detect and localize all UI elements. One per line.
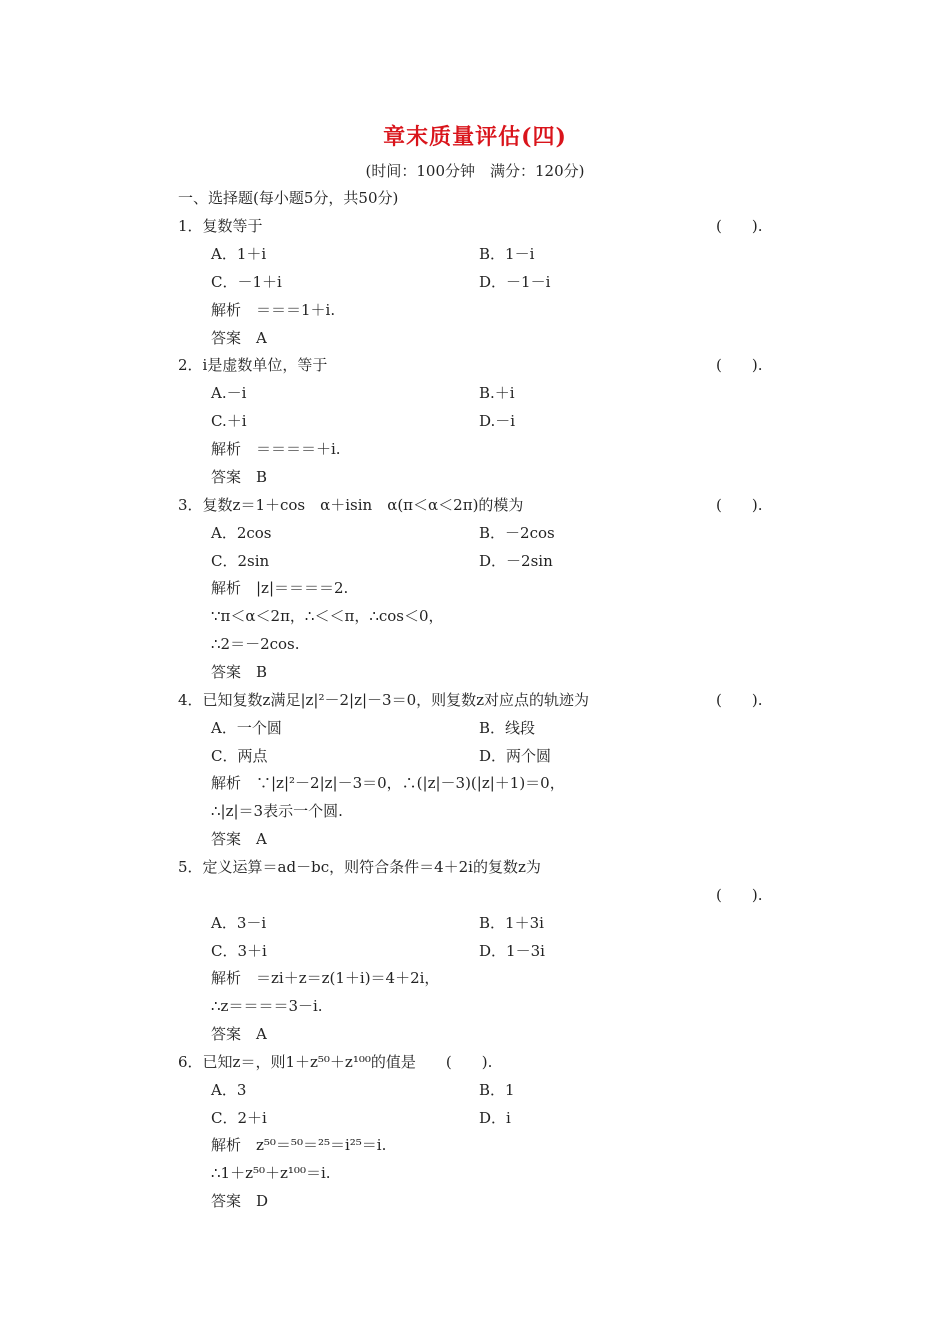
- question-5-answer-blank: ( ).: [716, 886, 763, 904]
- question-2-analysis-line: 解析 ＝＝＝＝＋i.: [211, 440, 341, 458]
- question-1-answer: 答案 A: [211, 329, 267, 347]
- page-subtitle: (时间：100分钟 满分：120分): [365, 162, 585, 180]
- question-5-option-d: D．1－3i: [479, 942, 545, 960]
- question-5-analysis-line-2: ∴z＝＝＝＝3－i.: [211, 997, 323, 1015]
- question-2-option-a: A.－i: [211, 384, 247, 402]
- section-heading: 一、选择题(每小题5分，共50分): [178, 189, 399, 207]
- question-5-analysis-line-1: 解析 ＝zi＋z＝z(1＋i)＝4＋2i，: [211, 969, 440, 987]
- question-6-option-d: D．i: [479, 1109, 511, 1127]
- question-3-option-a: A．2cos: [211, 524, 272, 542]
- question-6-option-a: A．3: [211, 1081, 247, 1099]
- question-3-answer-blank: ( ).: [716, 496, 763, 514]
- question-6-answer: 答案 D: [211, 1192, 269, 1210]
- question-6-option-c: C．2＋i: [211, 1109, 267, 1127]
- question-4-answer: 答案 A: [211, 830, 267, 848]
- question-3-option-d: D．－2sin: [479, 552, 553, 570]
- question-2-option-b: B.＋i: [479, 384, 515, 402]
- question-2-answer-blank: ( ).: [716, 356, 763, 374]
- question-1-stem: 1．复数等于: [178, 217, 263, 235]
- question-6-analysis-line-1: 解析 z⁵⁰＝⁵⁰＝²⁵＝i²⁵＝i.: [211, 1136, 387, 1154]
- question-5-stem: 5．定义运算＝ad－bc，则符合条件＝4＋2i的复数z为: [178, 858, 541, 876]
- question-4-stem: 4．已知复数z满足|z|²－2|z|－3＝0，则复数z对应点的轨迹为: [178, 691, 590, 709]
- question-5-option-a: A．3－i: [211, 914, 267, 932]
- question-4-option-c: C．两点: [211, 747, 268, 765]
- question-1-answer-blank: ( ).: [716, 217, 763, 235]
- question-2-stem: 2．i是虚数单位，等于: [178, 356, 328, 374]
- question-3-option-c: C．2sin: [211, 552, 270, 570]
- question-3-answer: 答案 B: [211, 663, 268, 681]
- question-1-option-b: B．1－i: [479, 245, 535, 263]
- question-3-option-b: B．－2cos: [479, 524, 555, 542]
- question-3-analysis-line-1: 解析 |z|＝＝＝＝2.: [211, 579, 349, 597]
- question-2-option-d: D.－i: [479, 412, 516, 430]
- question-2-option-c: C.＋i: [211, 412, 247, 430]
- page-title: 章末质量评估(四): [383, 124, 567, 150]
- question-6-analysis-line-2: ∴1＋z⁵⁰＋z¹⁰⁰＝i.: [211, 1164, 331, 1182]
- question-4-option-d: D．两个圆: [479, 747, 552, 765]
- question-1-analysis-line: 解析 ＝＝＝1＋i.: [211, 301, 336, 319]
- question-2-answer: 答案 B: [211, 468, 268, 486]
- question-4-answer-blank: ( ).: [716, 691, 763, 709]
- question-4-option-b: B．线段: [479, 719, 536, 737]
- question-3-analysis-line-3: ∴2＝－2cos.: [211, 635, 300, 653]
- question-1-option-d: D．－1－i: [479, 273, 551, 291]
- question-6-stem: 6．已知z＝，则1＋z⁵⁰＋z¹⁰⁰的值是 ( ).: [178, 1053, 493, 1071]
- question-4-analysis-line-2: ∴|z|＝3表示一个圆.: [211, 802, 343, 820]
- question-5-option-b: B．1＋3i: [479, 914, 544, 932]
- question-1-option-c: C．－1＋i: [211, 273, 282, 291]
- question-4-option-a: A．一个圆: [211, 719, 282, 737]
- question-3-stem: 3．复数z＝1＋cos α＋isin α(π＜α＜2π)的模为: [178, 496, 524, 514]
- question-6-option-b: B．1: [479, 1081, 515, 1099]
- question-5-answer: 答案 A: [211, 1025, 267, 1043]
- question-3-analysis-line-2: ∵π＜α＜2π，∴＜＜π，∴cos＜0，: [211, 607, 444, 625]
- question-5-option-c: C．3＋i: [211, 942, 267, 960]
- question-1-option-a: A．1＋i: [211, 245, 267, 263]
- question-4-analysis-line-1: 解析 ∵|z|²－2|z|－3＝0，∴(|z|－3)(|z|＋1)＝0，: [211, 774, 565, 792]
